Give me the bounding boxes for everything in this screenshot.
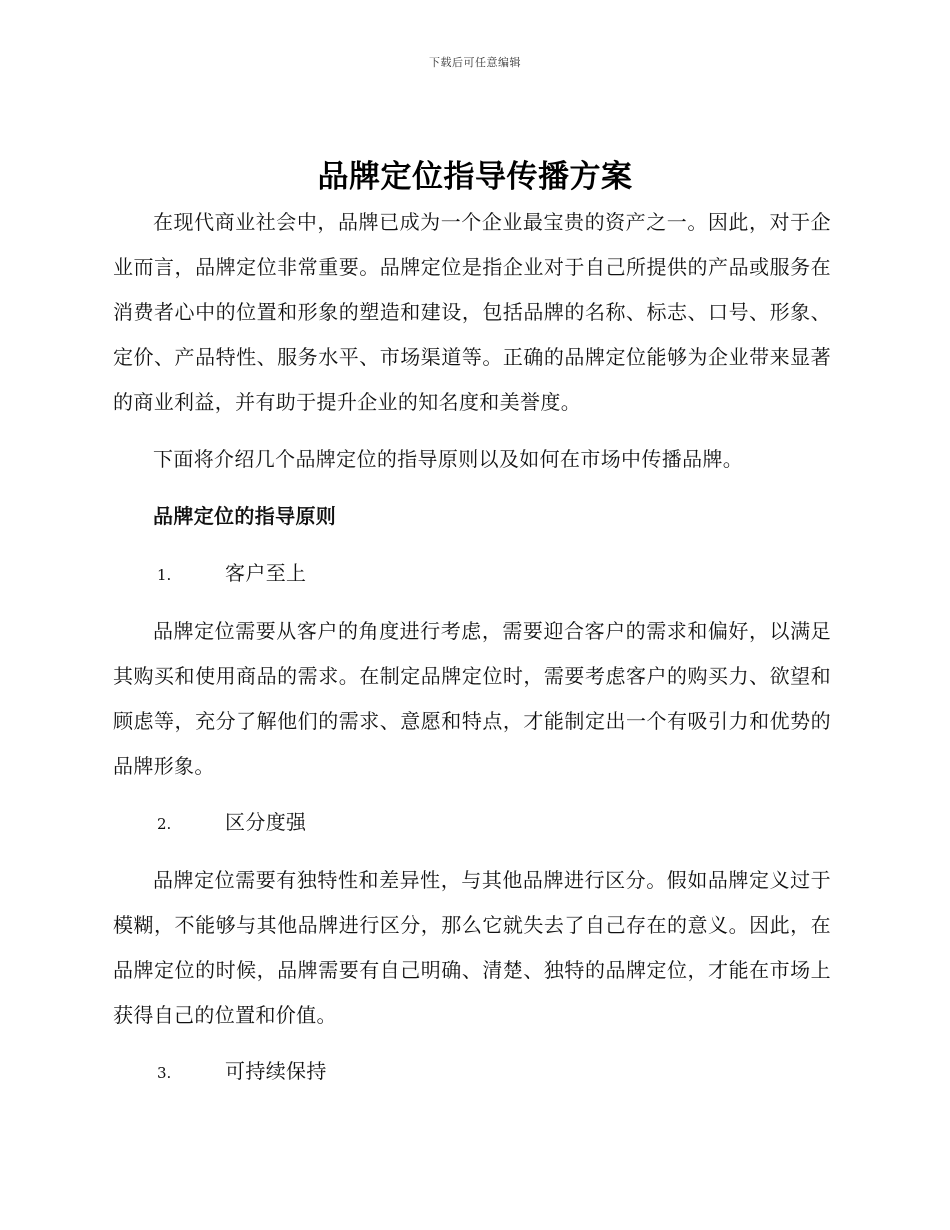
intro-paragraph [113,200,831,425]
principle-item-1 [157,551,306,598]
principle-number: 1. [157,566,172,584]
principle-item-2 [157,800,306,847]
header-note: 下载后可任意编辑 [429,56,521,69]
section-heading-text: 品牌定位的指导原则 [153,504,337,528]
principle-paragraph-1 [113,609,831,789]
principle-number: 2. [157,815,172,833]
principle-text: 品牌定位需要从客户的角度进行考虑，需要迎合客户的需求和偏好，以满足其购买和使用商品的需求。在制定品牌定位时，需要考虑客户的购买力、欲望和顾虑等，充分了解他们的需求、意愿和特点，才能制定出一个有吸引力和优势的品牌形象。 [113,619,831,778]
principle-item-3 [157,1049,327,1096]
principle-text: 品牌定位需要有独特性和差异性，与其他品牌进行区分。假如品牌定义过于模糊，不能够与其他品牌进行区分，那么它就失去了自己存在的意义。因此，在品牌定位的时候，品牌需要有自己明确、清楚、独特的品牌定位，才能在市场上获得自己的位置和价值。 [113,868,831,1027]
transition-text: 下面将介绍几个品牌定位的指导原则以及如何在市场中传播品牌。 [153,447,744,471]
transition-paragraph [113,437,831,482]
document-title: 品牌定位指导传播方案 [317,159,633,195]
principle-title: 可持续保持 [225,1059,327,1083]
principle-title: 区分度强 [225,810,307,834]
principle-title: 客户至上 [225,561,307,585]
section-heading [113,494,831,539]
intro-text: 在现代商业社会中，品牌已成为一个企业最宝贵的资产之一。因此，对于企业而言，品牌定位非常重要。品牌定位是指企业对于自己所提供的产品或服务在消费者心中的位置和形象的塑造和建设，包括品牌的名称、标志、口号、形象、定价、产品特性、服务水平、市场渠道等。正确的品牌定位能够为企业带来显著的商业利益，并有助于提升企业的知名度和美誉度。 [113,210,831,414]
principle-number: 3. [157,1064,172,1082]
principle-paragraph-2 [113,858,831,1038]
